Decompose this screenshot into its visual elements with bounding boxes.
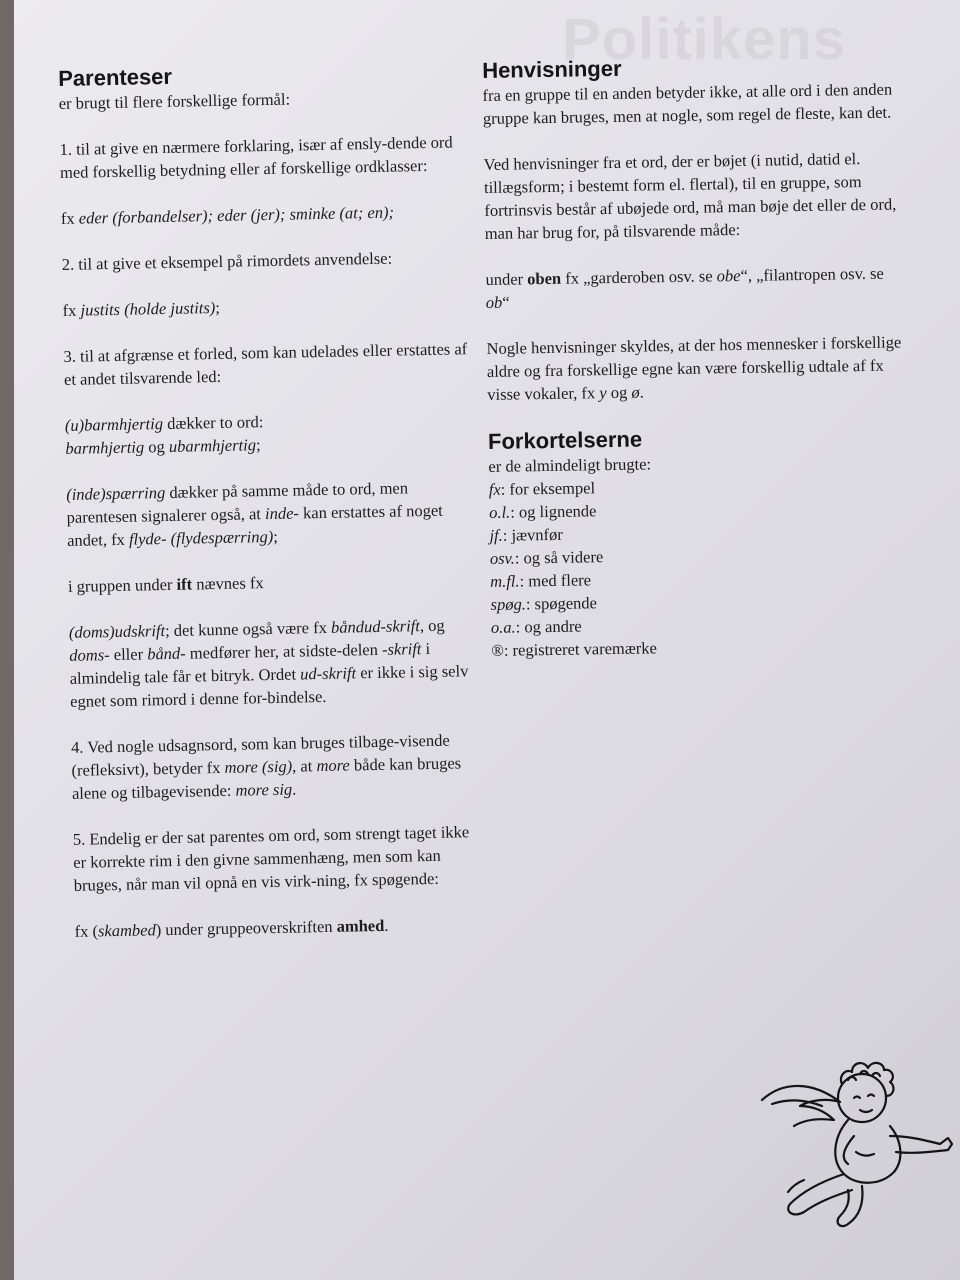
henvisninger-intro: fra en gruppe til en anden betyder ikke, at alle ord i den anden gruppe kan bruges, men at nogle, som regel de fleste, kan det. xyxy=(482,79,893,128)
abbreviation-item: fx: for eksempel xyxy=(488,478,596,499)
watermark-text: Politikens xyxy=(562,7,846,72)
parenteser-point-1: 1. til at give en nærmere forklaring, især af ensly-dende ord med forskellig betydning eller af forskellige ordklasser: xyxy=(59,132,453,182)
henvisninger-paragraph-3: Nogle henvisninger skyldes, at der hos mennesker i forskellige aldre og fra forskellige egne kan være forskellig udtale af fx visse vokaler, fx y og ø. xyxy=(486,332,902,404)
abbreviation-item: o.l.: og lignende xyxy=(488,501,597,522)
henvisninger-paragraph-2: Ved henvisninger fra et ord, der er bøjet (i nutid, datid el. tillægsform; i bestemt form el. flertal), til en gruppe, som fortrinsvis består af ubøjede ord, må man bøje det eller de ord, man har brug for, på tilsvarende måde: xyxy=(483,149,897,243)
parenteser-heading: Parenteser xyxy=(58,63,173,91)
left-column xyxy=(58,58,485,943)
parenteser-point-1-example: fx eder (forbandelser); eder (jer); sminke (at; en); xyxy=(60,202,395,228)
ift-example: i gruppen under ift nævnes fx xyxy=(67,573,264,596)
abbreviation-item: spøg.: spøgende xyxy=(490,593,598,614)
right-column xyxy=(482,51,911,662)
abbreviation-item: o.a.: og andre xyxy=(490,616,582,637)
forkortelserne-intro: er de almindeligt brugte: xyxy=(488,454,652,476)
abbreviation-item: jf.: jævnfør xyxy=(489,524,563,545)
parenteser-point-2: 2. til at give et eksempel på rimordets anvendelse: xyxy=(61,248,393,274)
abbreviation-list xyxy=(489,471,912,662)
book-page xyxy=(14,0,960,1280)
domsudskrift-example: (doms)udskrift; det kunne også være fx båndud-skrift, og doms- eller bånd- medfører her, at sidste-delen -skrift i almindelig tale får et bitryk. Ordet ud-skrift er ikke i sig selv egnet som rimord i denne for-bindelse. xyxy=(68,615,469,711)
oben-example: under oben fx „garderoben osv. se obe“, „filantropen osv. se ob“ xyxy=(485,263,884,312)
forkortelserne-heading: Forkortelserne xyxy=(487,426,643,454)
registered-trademark-item: ®: registreret varemærke xyxy=(491,638,658,660)
parenteser-point-2-example: fx justits (holde justits); xyxy=(62,297,221,320)
parenteser-point-4: 4. Ved nogle udsagnsord, som kan bruges tilbage-visende (refleksivt), betyder fx more (sig), at more både kan bruges alene og tilbagevisende: more sig. xyxy=(70,730,462,803)
parenteser-point-5: 5. Endelig er der sat parentes om ord, som strengt taget ikke er korrekte rim i den givne sammenhæng, men som kan bruges, når man vil opnå en vis virk-ning, fx spøgende: xyxy=(72,822,470,895)
parenteser-intro: er brugt til flere forskellige formål: xyxy=(58,89,291,113)
parenteser-point-3: 3. til at afgrænse et forled, som kan udelades eller erstattes af et andet tilsvarende led: xyxy=(63,339,468,389)
abbreviation-item: osv.: og så videre xyxy=(489,547,604,568)
abbreviation-item: m.fl.: med flere xyxy=(490,570,592,591)
barmhjertig-example: (u)barmhjertig dækker to ord: barmhjertig og ubarmhjertig; xyxy=(64,412,264,458)
cherub-illustration xyxy=(744,1040,960,1240)
skambed-example: fx (skambed) under gruppeoverskriften amhed. xyxy=(74,915,389,941)
indespaerring-example: (inde)spærring dækker på samme måde to ord, men parentesen signalerer også, at inde- kan erstattes af noget andet, fx flyde- (flydespærring); xyxy=(66,478,443,550)
henvisninger-heading: Henvisninger xyxy=(482,55,622,83)
